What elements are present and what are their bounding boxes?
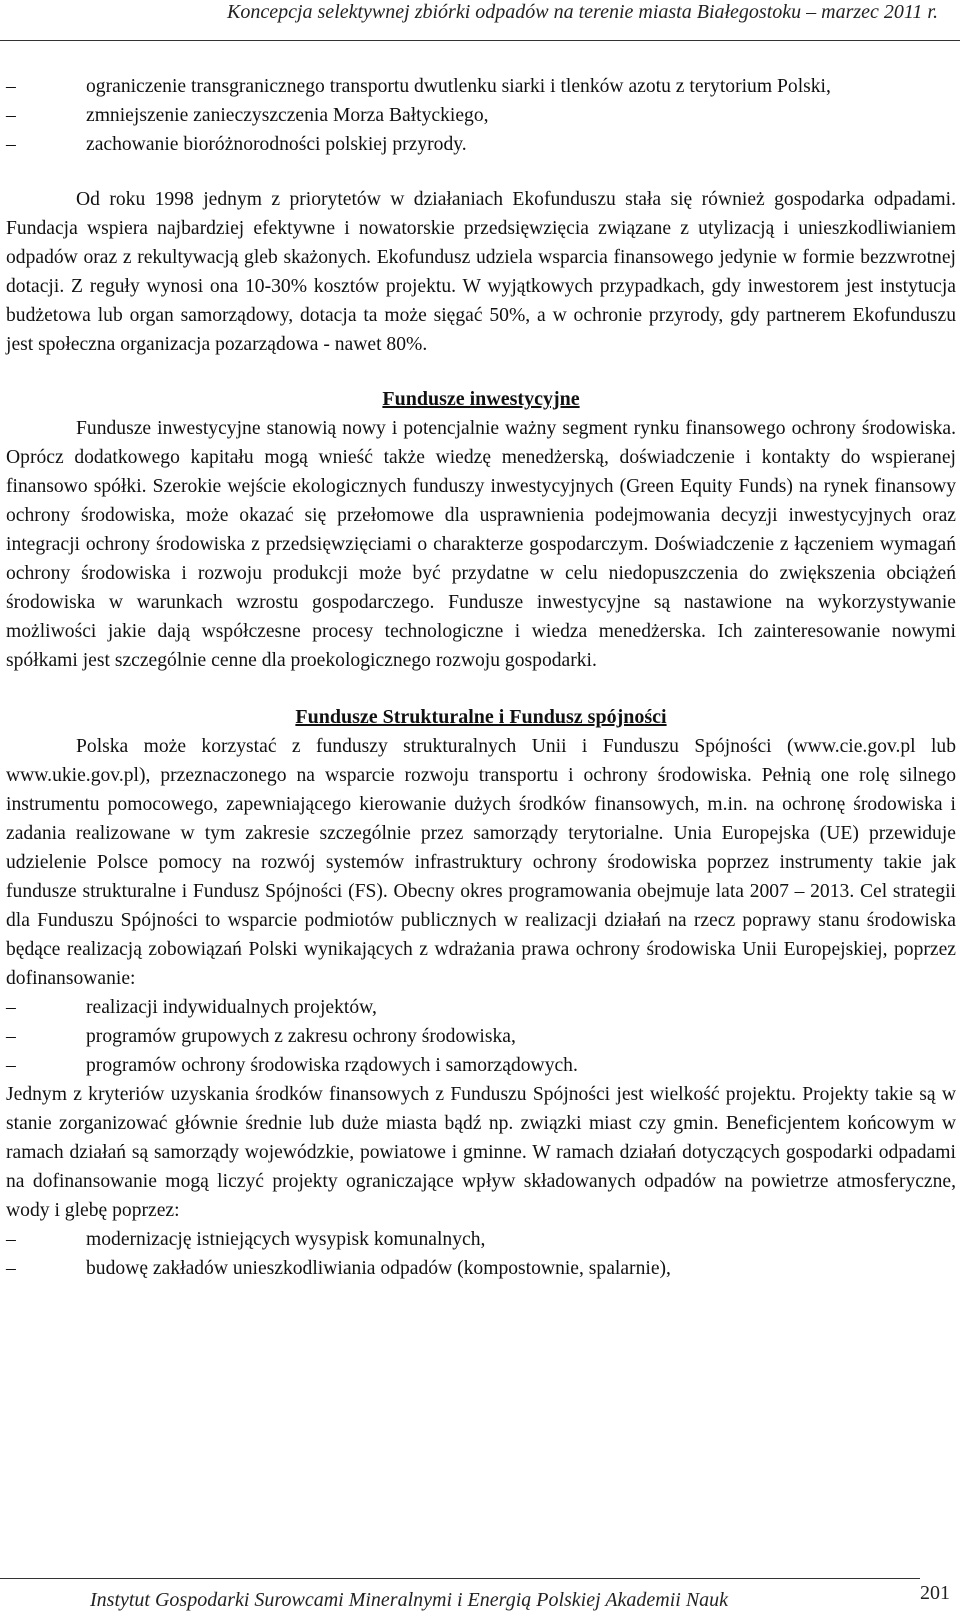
page-number: 201 [920,1582,950,1604]
document-body [6,72,956,1283]
list-item: – zachowanie bioróżnorodności polskiej przyrody. [6,130,956,159]
list-item: – realizacji indywidualnych projektów, [6,993,956,1022]
footer-text: Instytut Gospodarki Surowcami Mineralnymi i Energią Polskiej Akademii Nauk [90,1589,729,1611]
list-item: – programów grupowych z zakresu ochrony środowiska, [6,1022,956,1051]
header-title: Koncepcja selektywnej zbiórki odpadów na terenie miasta Białegostoku – marzec 2011 r. [227,1,938,23]
structural-list-2 [6,1225,956,1283]
intro-list [6,72,956,159]
section-title-structural: Fundusze Strukturalne i Fundusz spójności [295,706,667,728]
list-item: – zmniejszenie zanieczyszczenia Morza Bałtyckiego, [6,101,956,130]
page-header [0,0,960,41]
ekofundusz-paragraph: Od roku 1998 jednym z priorytetów w działaniach Ekofunduszu stała się również gospodarka odpadami. Fundacja wspiera najbardziej efektywne i nowatorskie przedsięwzięcia związane z utylizacją i unieszkodliwianiem odpadów oraz z rekultywacją gleb skażonych. Ekofundusz udziela wsparcia finansowego jedynie w formie bezzwrotnej dotacji. Z reguły wynosi ona 10-30% kosztów projektu. W wyjątkowych przypadkach, gdy inwestorem jest instytucja budżetowa lub organ samorządowy, dotacja ta może sięgać 50%, a w ochronie przyrody, gdy partnerem Ekofunduszu jest społeczna organizacja pozarządowa - nawet 80%. [6,189,956,355]
investment-paragraph: Fundusze inwestycyjne stanowią nowy i potencjalnie ważny segment rynku finansowego ochrony środowiska. Oprócz dodatkowego kapitału mogą wnieść także wiedzę menedżerską, doświadczenie i kontakty do wspieranej finansowo spółki. Szerokie wejście ekologicznych funduszy inwestycyjnych (Green Equity Funds) na rynek finansowy ochrony środowiska, może okazać się przełomowe dla usprawnienia podejmowania decyzji inwestycyjnych oraz integracji ochrony środowiska z przedsięwzięciami o charakterze gospodarczym. Doświadczenie z łączeniem wymagań ochrony środowiska i rozwoju produkcji może być przydatne w celu niedopuszczenia do zwiększenia obciążeń środowiska w warunkach wzrostu gospodarczego. Fundusze inwestycyjne są nastawione na wykorzystywanie możliwości jakie dają współczesne procesy technologiczne i wiedza menedżerska. Ich zainteresowanie nowymi spółkami jest szczególnie cenne dla proekologicznego rozwoju gospodarki. [6,418,956,671]
footer-divider [0,1578,920,1579]
list-item: – modernizację istniejących wysypisk komunalnych, [6,1225,956,1254]
structural-paragraph: Polska może korzystać z funduszy strukturalnych Unii i Funduszu Spójności (www.cie.gov.pl lub www.ukie.gov.pl), przeznaczonego na wsparcie rozwoju transportu i ochrony środowiska. Pełnią one rolę silnego instrumentu pomocowego, zapewniającego kierowanie dużych środków finansowych, m.in. na ochronę środowiska i zadania realizowane w tym zakresie szczególnie przez samorządy terytorialne. Unia Europejska (UE) przewiduje udzielenie Polsce pomocy na rozwój systemów infrastruktury ochrony środowiska poprzez instrumenty takie jak fundusze strukturalne i Fundusz Spójności (FS). Obecny okres programowania obejmuje lata 2007 – 2013. Cel strategii dla Funduszu Spójności to wsparcie podmiotów publicznych w realizacji działań na rzecz poprawy stanu środowiska będące realizacją zobowiązań Polski wynikających z wdrażania prawa ochrony środowiska Unii Europejskiej, poprzez dofinansowanie: [6,736,956,989]
list-item: – budowę zakładów unieszkodliwiania odpadów (kompostownie, spalarnie), [6,1254,956,1283]
list-item: – programów ochrony środowiska rządowych i samorządowych. [6,1051,956,1080]
page-footer [0,1578,960,1617]
structural-paragraph-2: Jednym z kryteriów uzyskania środków finansowych z Funduszu Spójności jest wielkość projektu. Projekty takie są w stanie zorganizować głównie średnie lub duże miasta bądź np. związki miast czy gmin. Beneficjentem końcowym w ramach działań są samorządy wojewódzkie, powiatowe i gminne. W ramach działań dotyczących gospodarki odpadami na dofinansowanie mogą liczyć projekty ograniczające wpływ składowanych odpadów na powietrze atmosferyczne, wody i glebę poprzez: [6,1084,956,1221]
section-title-investment: Fundusze inwestycyjne [382,388,580,410]
list-item: – ograniczenie transgranicznego transportu dwutlenku siarki i tlenków azotu z terytorium Polski, [6,72,956,101]
structural-list [6,993,956,1080]
